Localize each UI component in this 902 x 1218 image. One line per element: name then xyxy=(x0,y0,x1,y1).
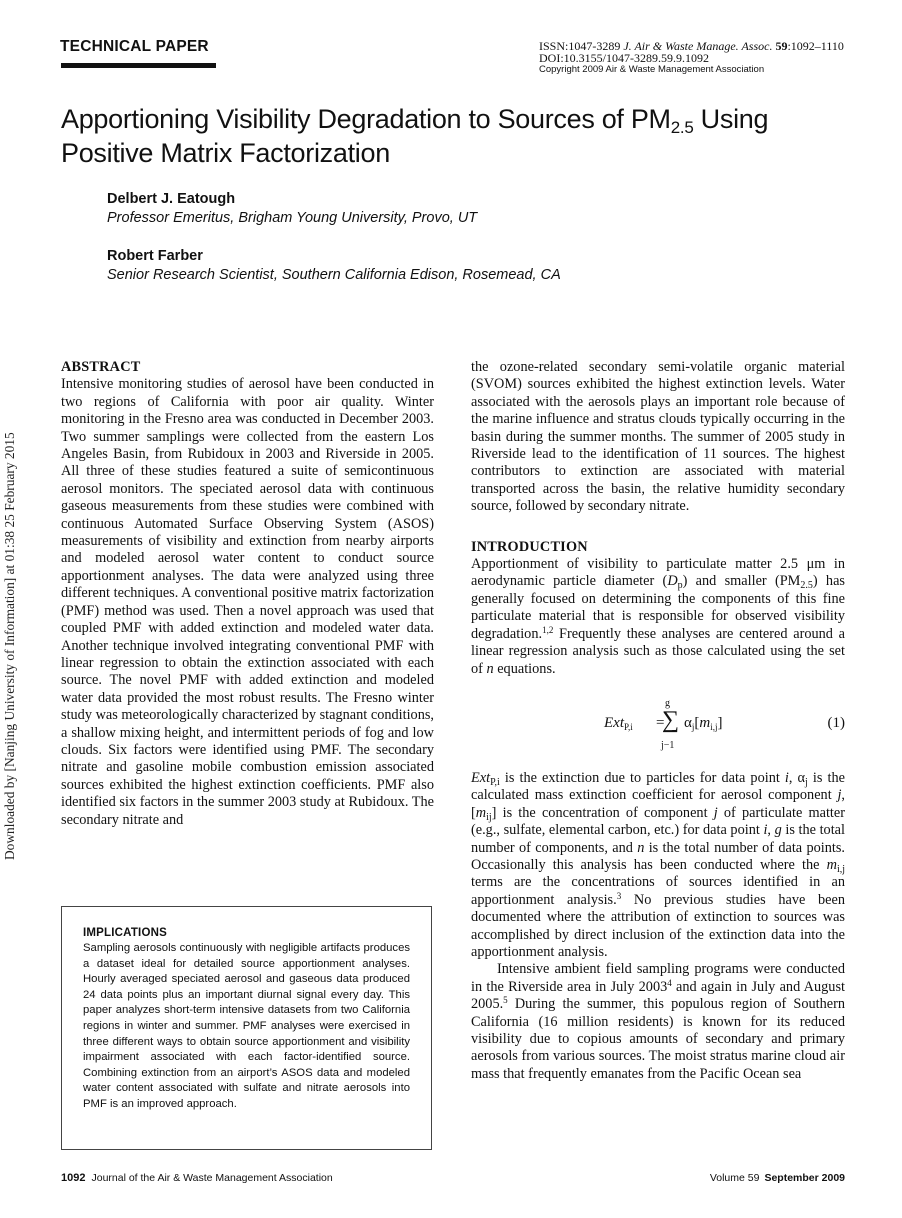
text-run: of particulate matter (e.g., sulfate, elemental carbon, etc.) for data point xyxy=(471,804,845,839)
text-run: i xyxy=(763,822,768,839)
text-run: 2.5 xyxy=(800,580,813,592)
doi[interactable]: DOI:10.3155/1047-3289.59.9.1092 xyxy=(539,51,709,65)
equation-1 xyxy=(471,695,845,753)
text-run: j xyxy=(713,804,718,821)
text-run: ) and smaller (PM xyxy=(682,573,801,590)
author-block xyxy=(107,190,477,228)
author-name: Delbert J. Eatough xyxy=(107,191,236,207)
download-watermark: Downloaded by [Nanjing University of Information] at 01:38 25 February 2015 xyxy=(2,432,17,860)
volume-label: Volume 59 xyxy=(709,1172,760,1184)
footer-right xyxy=(710,1172,845,1184)
text-run: ) has generally focused on determining the components of this fine particulate material that is responsible for observed visibility degradation. xyxy=(471,573,845,642)
sum-upper-limit: g xyxy=(665,697,670,709)
title-line2: Positive Matrix Factorization xyxy=(61,138,390,168)
text-run: P,i xyxy=(624,721,633,732)
intro-paragraph-2 xyxy=(471,770,845,961)
text-run: Intensive ambient field sampling programs were conducted in the Riverside area in July 2003 xyxy=(471,961,845,995)
journal-meta xyxy=(539,40,844,76)
text-run: j xyxy=(837,787,842,804)
text-run: ij xyxy=(486,811,492,823)
abstract-heading: ABSTRACT xyxy=(61,359,141,375)
text-run: j xyxy=(691,721,695,732)
text-run: m xyxy=(475,804,487,821)
equation-number: (1) xyxy=(827,714,845,731)
intro-paragraph-1 xyxy=(471,556,845,678)
text-run: n xyxy=(637,839,645,856)
left-column xyxy=(61,359,434,829)
page-range: :1092–1110 xyxy=(787,39,844,53)
text-run: ] xyxy=(717,714,723,731)
text-run: is the total number of data points. Occasionally this analysis has been conducted where the xyxy=(471,839,845,873)
summation-symbol: ∑ xyxy=(662,706,680,733)
text-run: and again in July and August 2005. xyxy=(471,978,845,1013)
page-number: 1092 xyxy=(61,1172,86,1184)
text-run: Ext xyxy=(604,714,624,731)
title-part1: Apportioning Visibility Degradation to Sources of PM xyxy=(61,104,671,134)
text-run: i xyxy=(784,769,789,786)
text-run: m xyxy=(699,714,711,731)
text-run: During the summer, this populous region of Southern California (16 million residents) is known for its reduced visibility due to copious amounts of secondary and primary aerosols from various sources. The moist stratus marine cloud air mass that frequently emanates from the Pacific Ocean sea xyxy=(471,996,845,1082)
text-run: , α xyxy=(788,769,806,786)
text-run: j xyxy=(805,776,808,788)
text-run: P,i xyxy=(490,776,500,788)
text-run: [ xyxy=(694,714,700,731)
section-rule xyxy=(61,63,216,68)
text-run: α xyxy=(684,714,692,731)
text-run: is the extinction due to particles for data point xyxy=(499,769,785,786)
author-affiliation: Professor Emeritus, Brigham Young University, Provo, UT xyxy=(107,210,478,226)
sum-lower-limit: j−1 xyxy=(661,739,675,751)
text-run: ] is the concentration of component xyxy=(491,804,714,821)
implications-heading: IMPLICATIONS xyxy=(83,927,167,939)
issue-date: September 2009 xyxy=(764,1172,845,1184)
text-run: is the total number of components, and xyxy=(471,822,845,856)
abstract-text: Intensive monitoring studies of aerosol have been conducted in two regions of California with poor air quality. Winter monitoring in the Fresno area was conducted in December 2003. Two summer samplings were collected from the eastern Los Angeles Basin, from Rubidoux in 2003 and Riverside in 2005. All three of these studies featured a suite of semicontinuous aerosol monitors. The speciated aerosol data with continuous gaseous measurements from these studies were combined with continuous Automated Surface Observing System (ASOS) measurements of visibility and extinction from nearby airports and modeled aerosol water content to conduct source apportionment analyses. The data were analyzed using three different techniques. A conventional positive matrix factorization (PMF) method was used. Then a novel approach was used that coupled PMF with added extinction and modeled water data. Another technique involved integrating conventional PMF with linear regression to obtain the extinction associated with each source. The novel PMF with added extinction and modeled water data provided the most robust results. The Fresno winter study was meteorologically characterized by stagnant conditions, a shallow mixing height, and intermittent periods of fog and low clouds. Six factors were identified using PMF. The secondary nitrate and gasoline mobile combustion emission associated sources exhibited the highest extinction coefficients. PMF also identified six factors in the summer 2003 study at Rubidoux. The secondary nitrate and xyxy=(61,376,434,828)
section-label: TECHNICAL PAPER xyxy=(60,38,209,55)
equals-sign: = xyxy=(656,714,665,731)
text-run: Apportionment of visibility to particulate matter 2.5 μm in aerodynamic particle diameter ( xyxy=(471,556,845,590)
implications-text: Sampling aerosols continuously with negligible artifacts produces a dataset ideal for detailed source apportionment analyses. Hourly averaged speciated aerosol and gaseous data produced 24 data points plus an important diurnal signal every day. This paper analyzes short-term intensive datasets from two California regions in winter and summer. PMF analyses were exercised in three different ways to obtain source apportionment and visibility impairment associated with each factor-identified source. Combining extinction from an airport’s ASOS data and modeled water content associated with sulfate and nitrate aerosols into PMF is an improved approach. xyxy=(83,942,410,1110)
text-run: m xyxy=(826,856,837,873)
spacer xyxy=(471,516,845,533)
copyright: Copyright 2009 Air & Waste Management Association xyxy=(539,64,765,75)
text-run: , xyxy=(767,822,775,839)
text-run: D xyxy=(667,573,678,590)
title-part2: Using xyxy=(693,104,769,134)
equation-lhs xyxy=(604,715,633,732)
right-column xyxy=(471,359,845,1083)
journal-name: Journal of the Air & Waste Management Association xyxy=(91,1172,333,1184)
text-run: , [ xyxy=(471,787,845,821)
text-run: p xyxy=(677,580,683,592)
intro-paragraph-3 xyxy=(471,961,845,1083)
author-block xyxy=(107,247,561,285)
author-name: Robert Farber xyxy=(107,248,203,264)
text-run: Frequently these analyses are centered around a linear regression analysis such as those calculated using the set of xyxy=(471,625,845,677)
text-run: No previous studies have been documented where the attribution of extinction to sources was accomplished by direct inclusion of the extinction data into the apportionment analysis. xyxy=(471,891,845,960)
text-run: Ext xyxy=(471,769,491,786)
text-run: i,j xyxy=(836,863,845,875)
journal-abbrev: J. Air & Waste Manage. Assoc. xyxy=(623,39,773,53)
footer-left xyxy=(61,1172,333,1184)
abstract-continued: the ozone-related secondary semi-volatile organic material (SVOM) sources exhibited the highest extinction levels. Water associated with the aerosols plays an important role because of the marine influence and stratus clouds typically occurring in the basin during the summer months. The summer of 2005 study in Riverside lead to the identification of 11 sources. The highest contributors to extinction are associated with material transported across the basin, the relative humidity secondary source, followed by secondary nitrate. xyxy=(471,359,845,515)
volume-number: 59 xyxy=(775,39,788,53)
title-subscript: 2.5 xyxy=(670,118,694,137)
reference-link[interactable]: 1,2 xyxy=(542,624,554,635)
paper-title xyxy=(61,102,881,170)
implications-box xyxy=(61,906,432,1150)
reference-link[interactable]: 4 xyxy=(667,977,672,988)
equation-rhs xyxy=(684,715,722,732)
text-run: n xyxy=(486,660,494,677)
text-run: terms are the concentrations of sources identified in an apportionment analysis. xyxy=(471,874,845,908)
text-run: is the calculated mass extinction coefficient for aerosol component xyxy=(471,769,846,804)
text-run: g xyxy=(774,822,782,839)
reference-link[interactable]: 3 xyxy=(616,890,622,901)
text-run: equations. xyxy=(493,660,556,677)
text-run: i,j xyxy=(710,721,718,732)
issn: ISSN:1047-3289 xyxy=(539,39,621,53)
author-affiliation: Senior Research Scientist, Southern California Edison, Rosemead, CA xyxy=(107,267,561,283)
reference-link[interactable]: 5 xyxy=(503,995,508,1006)
introduction-heading: INTRODUCTION xyxy=(471,538,588,555)
